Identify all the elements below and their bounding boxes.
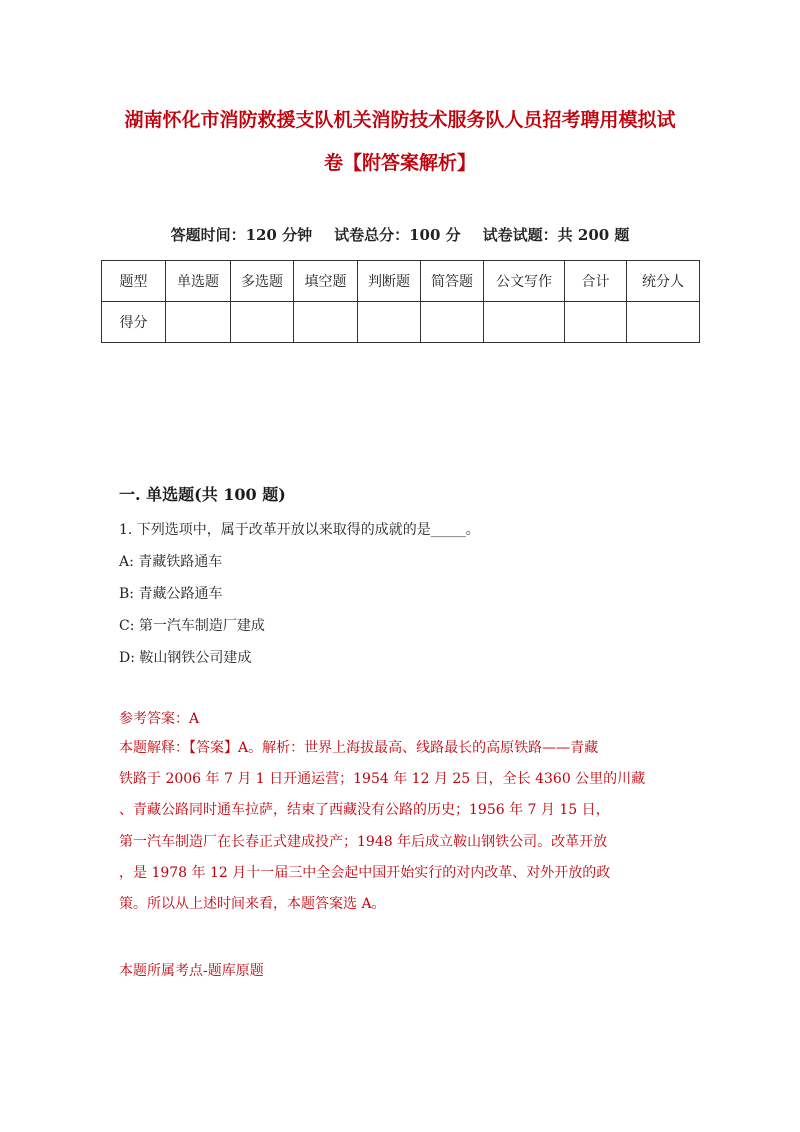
score-header-cell: 判断题	[358, 261, 421, 302]
explanation-line: 本题解释：【答案】A。解析：世界上海拔最高、线路最长的高原铁路——青藏	[119, 740, 599, 756]
score-table-header-row	[102, 261, 700, 302]
score-header-cell: 合计	[565, 261, 627, 302]
score-cell	[358, 302, 421, 343]
score-header-cell: 统分人	[627, 261, 700, 302]
score-header-cell: 填空题	[294, 261, 358, 302]
score-row-label: 得分	[102, 302, 166, 343]
exam-time: 答题时间：120 分钟	[170, 226, 313, 244]
explanation-line: 第一汽车制造厂在长春正式建成投产；1948 年后成立鞍山钢铁公司。改革开放	[119, 833, 608, 850]
explanation-line: 、青藏公路同时通车拉萨，结束了西藏没有公路的历史；1956 年 7 月 15 日，	[119, 802, 610, 819]
score-cell	[421, 302, 484, 343]
exam-meta	[0, 224, 800, 245]
option-d: D: 鞍山钢铁公司建成	[119, 650, 252, 666]
score-header-cell: 简答题	[421, 261, 484, 302]
score-cell	[294, 302, 358, 343]
score-header-cell: 单选题	[166, 261, 231, 302]
document-title-line1: 湖南怀化市消防救援支队机关消防技术服务队人员招考聘用模拟试	[124, 109, 676, 131]
score-cell	[231, 302, 294, 343]
option-a: A: 青藏铁路通车	[119, 554, 223, 570]
explanation-line: ，是 1978 年 12 月十一届三中全会起中国开始实行的对内改革、对外开放的政	[119, 864, 611, 881]
explanation-line: 策。所以从上述时间来看，本题答案选 A。	[119, 896, 386, 913]
score-cell	[565, 302, 627, 343]
reference-answer: 参考答案：A	[119, 711, 200, 727]
option-b: B: 青藏公路通车	[119, 586, 223, 602]
score-header-cell: 多选题	[231, 261, 294, 302]
score-cell	[484, 302, 565, 343]
question-source: 本题所属考点-题库原题	[119, 963, 264, 979]
score-cell	[627, 302, 700, 343]
score-table-score-row	[102, 302, 700, 343]
question-stem: 1. 下列选项中，属于改革开放以来取得的成就的是_____。	[119, 522, 480, 538]
score-table	[101, 260, 700, 343]
document-title-line2: 卷【附答案解析】	[323, 152, 476, 174]
score-header-cell: 题型	[102, 261, 166, 302]
section-title: 一. 单选题(共 100 题)	[119, 485, 286, 504]
option-c: C: 第一汽车制造厂建成	[119, 618, 265, 634]
score-cell	[166, 302, 231, 343]
explanation	[119, 733, 689, 920]
score-header-cell: 公文写作	[484, 261, 565, 302]
exam-total-score: 试卷总分：100 分	[334, 226, 461, 244]
exam-question-count: 试卷试题：共 200 题	[482, 226, 630, 244]
explanation-line: 铁路于 2006 年 7 月 1 日开通运营；1954 年 12 月 25 日，全长 4360 公里的川藏	[119, 771, 646, 788]
